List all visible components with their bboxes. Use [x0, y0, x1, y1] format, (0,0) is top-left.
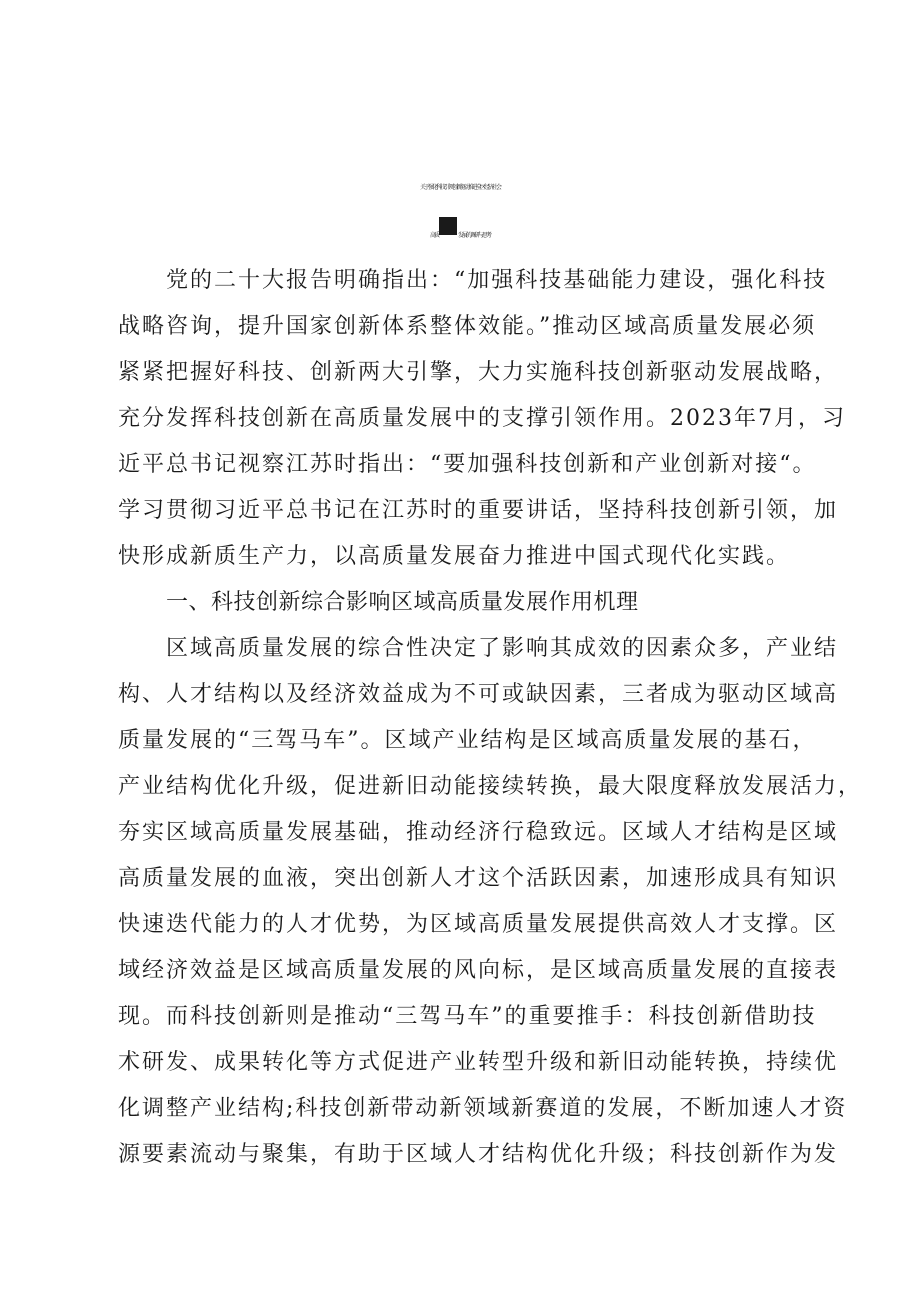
paragraph-2-line: 现。而科技创新则是推动“三驾马车”的重要推手：科技创新借助技 — [118, 1004, 817, 1029]
paragraph-2-line: 夯实区域高质量发展基础，推动经济行稳致远。区域人才结构是区域 — [118, 820, 839, 845]
paragraph-2-line: 术研发、成果转化等方式促进产业转型升级和新旧动能转换，持续优 — [118, 1050, 839, 1075]
document-title-line-1: 关于强化科技引领创新驱动推进全区经济社会 — [419, 184, 500, 191]
paragraph-1-line: 近平总书记视察江苏时指出：“要加强科技创新和产业创新对接“。 — [118, 452, 817, 477]
paragraph-2-line: 化调整产业结构;科技创新带动新领域新赛道的发展，不断加速人才资 — [118, 1096, 848, 1121]
paragraph-1-line: 紧紧把握好科技、创新两大引擎，大力实施科技创新驱动发展战略， — [118, 360, 839, 385]
paragraph-1-line: 快形成新质生产力，以高质量发展奋力推进中国式现代化实践。 — [118, 544, 791, 569]
paragraph-1-line: 学习贯彻习近平总书记在江苏时的重要讲话，坚持科技创新引领，加 — [118, 498, 839, 523]
section-heading: 一、科技创新综合影响区域高质量发展作用机理 — [166, 590, 639, 615]
paragraph-2-line: 质量发展的“三驾马车”。区域产业结构是区域高质量发展的基石， — [118, 728, 817, 753]
paragraph-2-line: 构、人才结构以及经济效益成为不可或缺因素，三者成为驱动区域高 — [118, 682, 839, 707]
title-segment-a: 高质 — [429, 232, 438, 239]
redacted-character-block — [439, 217, 457, 235]
paragraph-1-line: 充分发挥科技创新在高质量发展中的支撑引领作用。2023年7月，习 — [118, 406, 846, 431]
paragraph-2-line: 高质量发展的血液，突出创新人才这个活跃因素，加速形成具有知识 — [118, 866, 839, 891]
paragraph-2-line: 区域高质量发展的综合性决定了影响其成效的因素众多，产业结 — [166, 636, 839, 661]
title-segment-b: 发展的调研与思考 — [458, 232, 491, 239]
document-title-line-2 — [0, 216, 920, 256]
paragraph-2-line: 域经济效益是区域高质量发展的风向标，是区域高质量发展的直接表 — [118, 958, 839, 983]
paragraph-2-line: 产业结构优化升级，促进新旧动能接续转换，最大限度释放发展活力， — [118, 774, 863, 799]
paragraph-2-line: 源要素流动与聚集，有助于区域人才结构优化升级；科技创新作为发 — [118, 1142, 839, 1167]
paragraph-2-line: 快速迭代能力的人才优势，为区域高质量发展提供高效人才支撑。区 — [118, 912, 839, 937]
paragraph-1-line: 党的二十大报告明确指出：“加强科技基础能力建设，强化科技 — [166, 268, 828, 293]
paragraph-1-line: 战略咨询，提升国家创新体系整体效能。”推动区域高质量发展必须 — [118, 314, 817, 339]
